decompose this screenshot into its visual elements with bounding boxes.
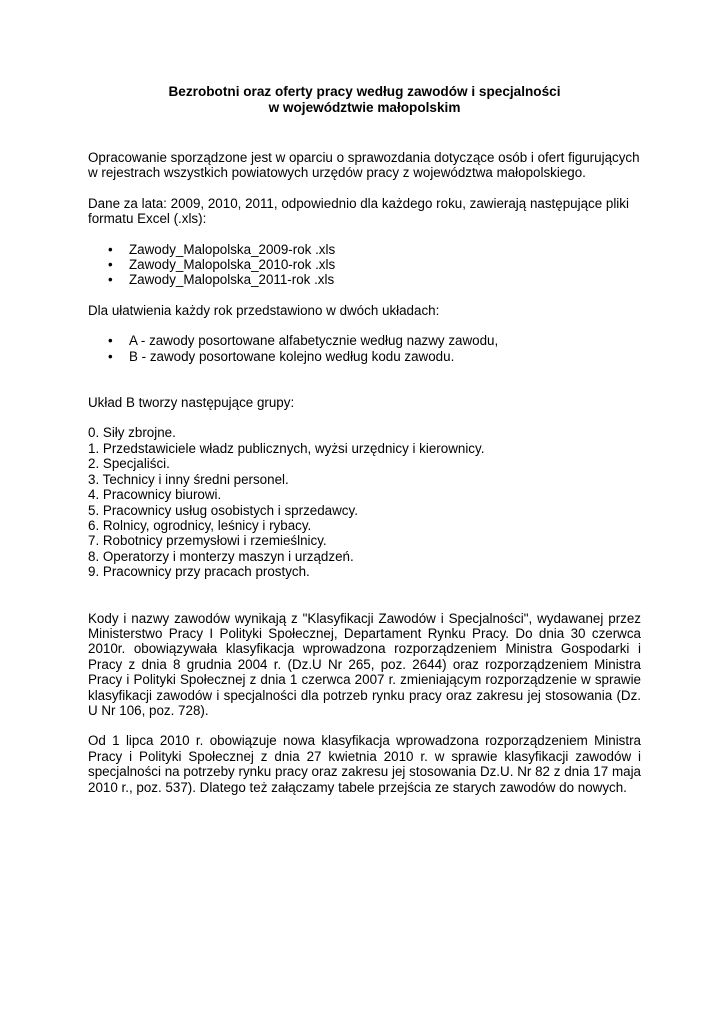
- bullet-icon: •: [108, 272, 113, 288]
- list-item: [88, 349, 641, 364]
- file-name: Zawody_Malopolska_2011-rok .xls: [129, 272, 335, 288]
- group-item: 4. Pracownicy biurowi.: [88, 487, 222, 503]
- file-name: Zawody_Malopolska_2010-rok .xls: [129, 257, 336, 273]
- layout-description: A - zawody posortowane alfabetycznie według nazwy zawodu,: [129, 333, 499, 349]
- layouts-intro: Dla ułatwienia każdy rok przedstawiono w dwóch układach:: [88, 302, 440, 318]
- group-item: 3. Technicy i inny średni personel.: [88, 471, 289, 487]
- bullet-icon: •: [108, 257, 113, 273]
- layouts-list: [88, 333, 641, 364]
- document-title: [88, 84, 641, 116]
- list-item: [88, 242, 641, 257]
- bullet-icon: •: [108, 348, 113, 364]
- files-list: [88, 242, 641, 288]
- new-classification-paragraph: Od 1 lipca 2010 r. obowiązuje nowa klasyfikacja wprowadzona rozporządzeniem Ministra Pracy i Polityki Społecznej z dnia 27 kwietnia 2010 r. w sprawie klasyfikacji zawodów i specjalności na potrzeby rynku pracy oraz zakresu jej stosowania Dz.U. Nr 82 z dnia 17 maja 2010 r., poz. 537). Dlatego też załączamy tabele przejścia ze starych zawodów do nowych.: [88, 733, 641, 795]
- groups-intro: Układ B tworzy następujące grupy:: [88, 395, 295, 411]
- group-item: 1. Przedstawiciele władz publicznych, wyżsi urzędnicy i kierownicy.: [88, 440, 485, 456]
- groups-list: [88, 425, 641, 579]
- list-item: [88, 272, 641, 287]
- title-line-2: w województwie małopolskim: [268, 100, 461, 115]
- document-page: [88, 84, 641, 795]
- list-item: [88, 333, 641, 348]
- group-item: 8. Operatorzy i monterzy maszyn i urządzeń.: [88, 548, 354, 564]
- bullet-icon: •: [108, 333, 113, 349]
- group-item: 0. Siły zbrojne.: [88, 425, 176, 441]
- list-item: [88, 257, 641, 272]
- group-item: 7. Robotnicy przemysłowi i rzemieślnicy.: [88, 533, 327, 549]
- group-item: 2. Specjaliści.: [88, 456, 170, 472]
- group-item: 5. Pracownicy usług osobistych i sprzedawcy.: [88, 502, 358, 518]
- group-item: 6. Rolnicy, ogrodnicy, leśnicy i rybacy.: [88, 517, 312, 533]
- title-line-1: Bezrobotni oraz oferty pracy według zawodów i specjalności: [168, 84, 561, 99]
- intro-paragraph: Opracowanie sporządzone jest w oparciu o sprawozdania dotyczące osób i ofert figurujących w rejestrach wszystkich powiatowych urzędów pracy z województwa małopolskiego.: [88, 150, 640, 181]
- data-years-paragraph: Dane za lata: 2009, 2010, 2011, odpowiednio dla każdego roku, zawierają następujące pliki formatu Excel (.xls):: [88, 195, 629, 227]
- layout-description: B - zawody posortowane kolejno według kodu zawodu.: [129, 348, 455, 364]
- classification-paragraph: Kody i nazwy zawodów wynikają z "Klasyfikacji Zawodów i Specjalności", wydawanej przez Ministerstwo Pracy I Polityki Społecznej, Departament Rynku Pracy. Do dnia 30 czerwca 2010r. obowiązywała klasyfikacja wprowadzona rozporządzeniem Ministra Gospodarki i Pracy z dnia 8 grudnia 2004 r. (Dz.U Nr 265, poz. 2644) oraz rozporządzeniem Ministra Pracy i Polityki Społecznej z dnia 1 czerwca 2007 r. zmieniającym rozporządzenie w sprawie klasyfikacji zawodów i specjalności dla potrzeb rynku pracy oraz zakresu jej stosowania (Dz. U Nr 106, poz. 728).: [88, 610, 641, 718]
- file-name: Zawody_Malopolska_2009-rok .xls: [129, 241, 336, 257]
- group-item: 9. Pracownicy przy pracach prostych.: [88, 564, 310, 580]
- bullet-icon: •: [108, 241, 113, 257]
